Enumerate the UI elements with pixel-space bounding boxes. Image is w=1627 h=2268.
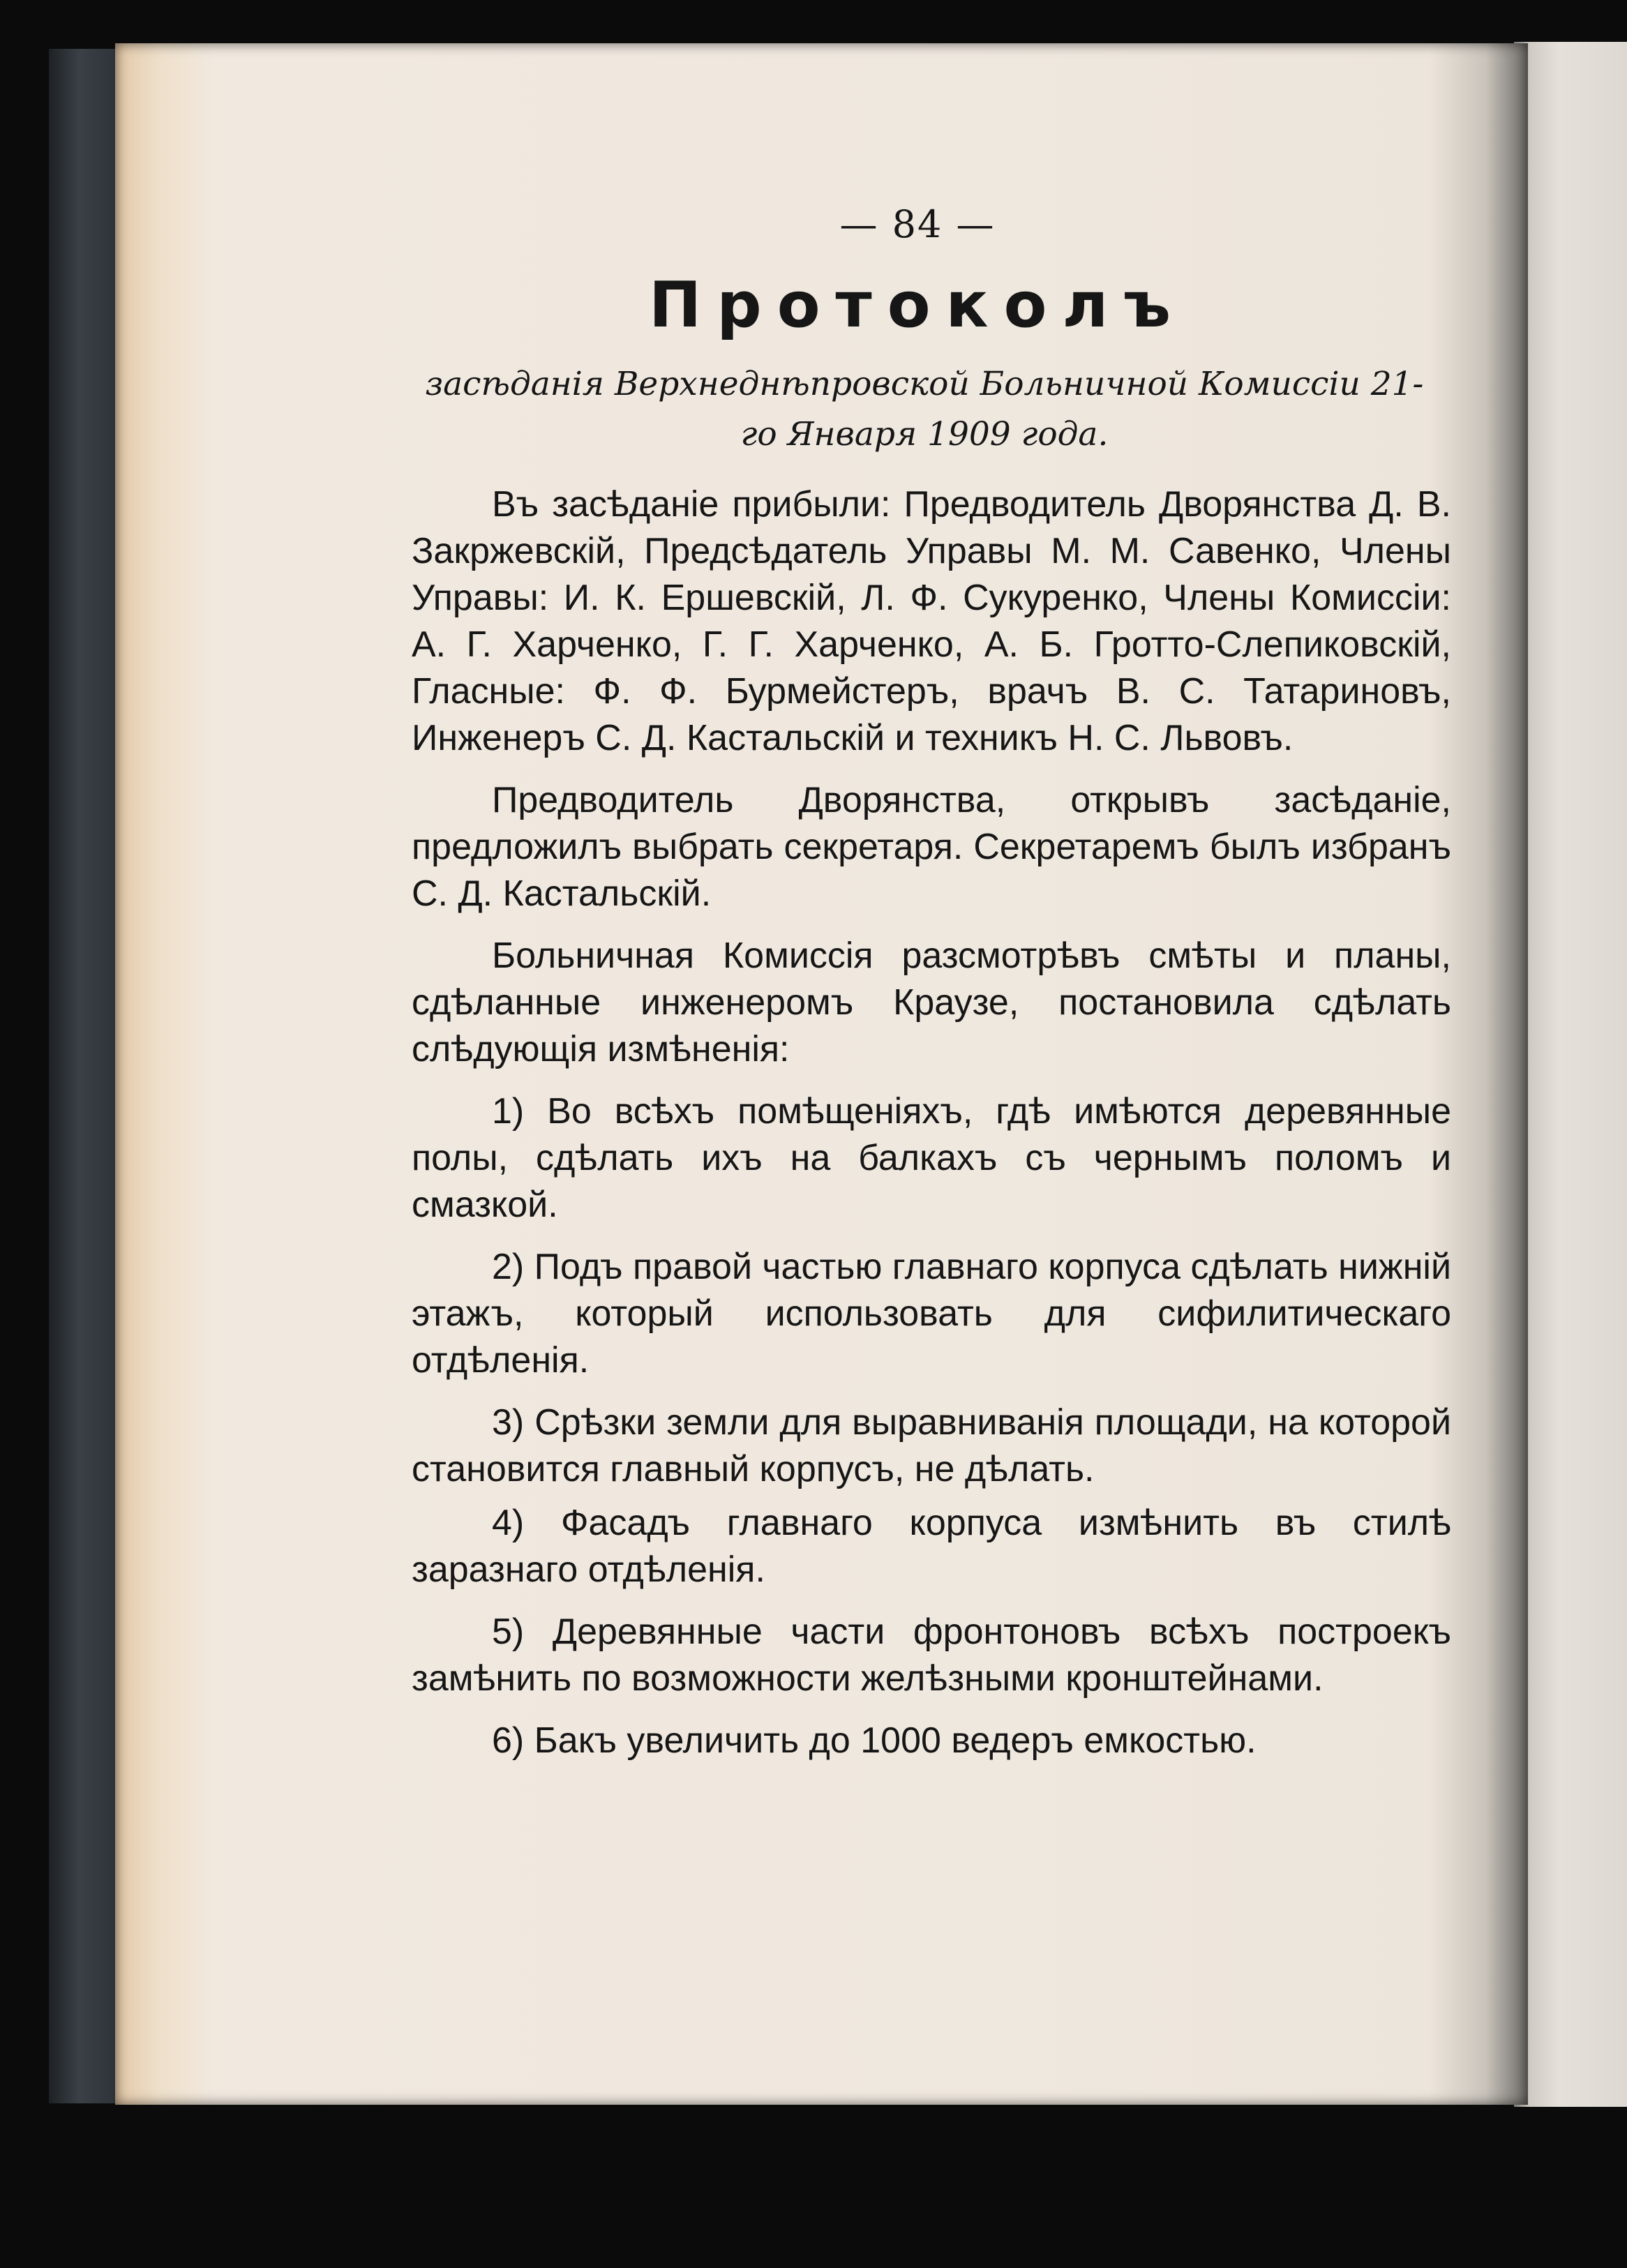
paragraph-secretary: Предводитель Дворянства, открывъ засѣданіе, предложилъ выбрать секретаря. Секретаремъ былъ избранъ С. Д. Кастальскій.: [412, 780, 1451, 914]
book-cover-edge: [49, 49, 126, 2103]
list-item-3: 3) Срѣзки земли для выравниванія площади, на которой становится главный корпусъ, не дѣлать.: [412, 1402, 1451, 1489]
list-item-2: 2) Подъ правой частью главнаго корпуса сдѣлать нижній этажъ, который использовать для сифилитическаго отдѣленія.: [412, 1247, 1452, 1381]
page-number: — 84 —: [839, 202, 996, 246]
document-subtitle: засѣданія Верхнеднѣпровской Больничной Комиссіи 21-го Января 1909 года.: [425, 365, 1424, 453]
facing-page-edge: [1514, 42, 1627, 2107]
document-title: Протоколъ: [648, 269, 1187, 342]
list-item-4: 4) Фасадъ главнаго корпуса измѣнить въ стилѣ заразнаго отдѣленія.: [412, 1503, 1451, 1590]
page-body: [412, 481, 1451, 1764]
list-item-1: 1) Во всѣхъ помѣщеніяхъ, гдѣ имѣются деревянные полы, сдѣлать ихъ на балкахъ съ чернымъ поломъ и смазкой.: [412, 1091, 1451, 1225]
paragraph-attendees: Въ засѣданіе прибыли: Предводитель Дворянства Д. В. Закржевскій, Предсѣдатель Управы М. М. Савенко, Члены Управы: И. К. Ершевскій, Л. Ф. Сукуренко, Члены Комиссіи: А. Г. Харченко, Г. Г. Харченко, А. Б. Гротто-Слепиковскій, Гласные: Ф. Ф. Бурмейстеръ, врачъ В. С. Татариновъ, Инженеръ С. Д. Кастальскій и техникъ Н. С. Львовъ.: [412, 484, 1451, 758]
list-item-6: 6) Бакъ увеличить до 1000 ведеръ емкостью.: [492, 1720, 1257, 1761]
paragraph-resolution: Больничная Комиссія разсмотрѣвъ смѣты и планы, сдѣланные инженеромъ Краузе, постановила сдѣлать слѣдующія измѣненія:: [412, 936, 1451, 1069]
list-item-5: 5) Деревянные части фронтоновъ всѣхъ построекъ замѣнить по возможности желѣзными кронштейнами.: [412, 1612, 1451, 1699]
